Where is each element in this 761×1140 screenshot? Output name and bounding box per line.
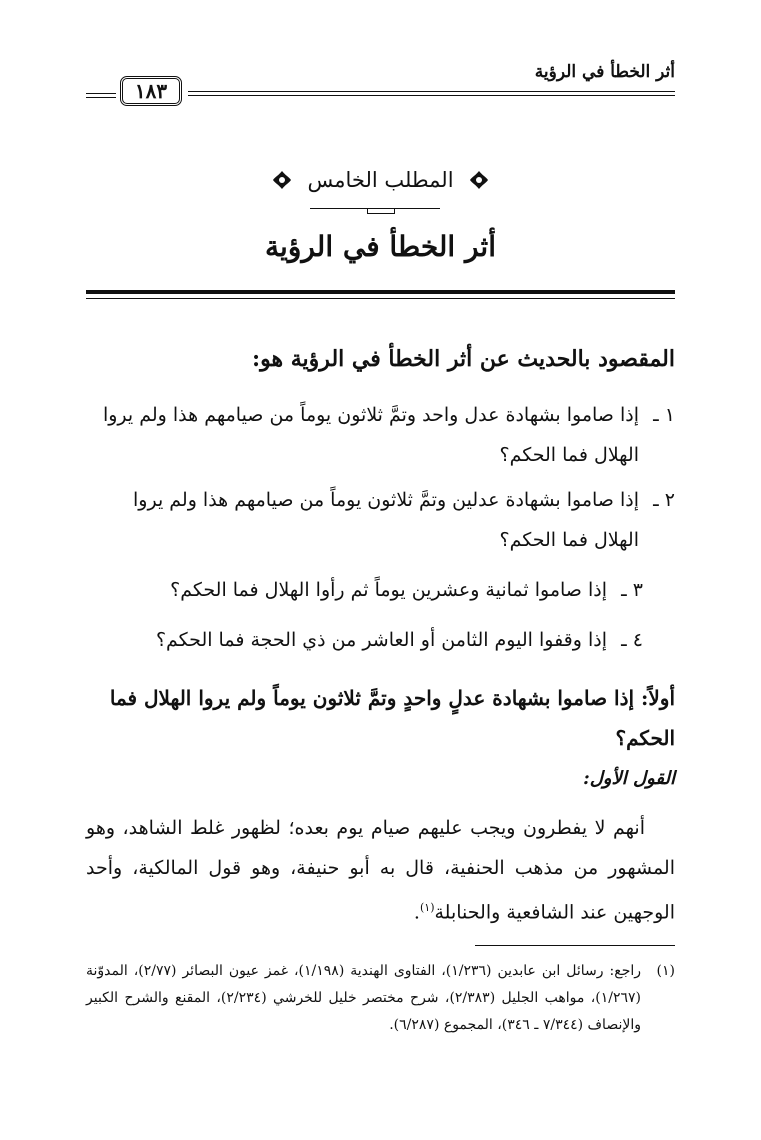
ornament-right-icon bbox=[468, 169, 490, 191]
title-rule-thin bbox=[86, 298, 675, 299]
subtitle-divider-knot bbox=[367, 208, 395, 214]
footnote-divider bbox=[475, 945, 675, 946]
question-heading: أولاً: إذا صاموا بشهادة عدلٍ واحدٍ وتمَّ ثلاثون يوماً ولم يروا الهلال فما الحكم؟ bbox=[109, 686, 675, 750]
list-item-text: إذا صاموا بشهادة عدل واحد وتمَّ ثلاثون يوماً من صيامهم هذا ولم يروا الهلال فما الحكم؟ bbox=[102, 404, 639, 466]
footnote-number: (١) bbox=[656, 963, 675, 979]
ornament-left-icon bbox=[271, 169, 293, 191]
list-item-number: ٤ ـ bbox=[621, 629, 643, 651]
section-subtitle-row bbox=[0, 168, 761, 192]
footnote-ref[interactable]: (١) bbox=[419, 901, 435, 914]
list-item-number: ٣ ـ bbox=[621, 579, 643, 601]
list-item bbox=[86, 395, 675, 475]
body-paragraph bbox=[86, 808, 675, 932]
list-item-text: إذا وقفوا اليوم الثامن أو العاشر من ذي الحجة فما الحكم؟ bbox=[155, 629, 607, 651]
section-subtitle: المطلب الخامس bbox=[307, 168, 454, 192]
list-item-number: ٢ ـ bbox=[653, 489, 675, 511]
list-item bbox=[86, 620, 643, 660]
paragraph-text: أنهم لا يفطرون ويجب عليهم صيام يوم بعده؛ لظهور غلط الشاهد، وهو المشهور من مذهب الحنفية، قال به أبو حنيفة، وهو قول المالكية، وأحد الوجهين عند الشافعية والحنابلة bbox=[86, 817, 675, 924]
list-item bbox=[86, 570, 643, 610]
running-title: أثر الخطأ في الرؤية bbox=[534, 62, 675, 82]
footnote bbox=[86, 958, 675, 1039]
section-title: أثر الخطأ في الرؤية bbox=[265, 230, 496, 263]
header-rule-short bbox=[86, 93, 116, 98]
footnote-text: راجع: رسائل ابن عابدين (١/٢٣٦)، الفتاوى الهندية (١/١٩٨)، غمز عيون البصائر (٢/٧٧)، المدوّنة (١/٢٦٧)، مواهب الجليل (٢/٣٨٣)، شرح مختصر خليل للخرشي (٢/٢٣٤)، المقنع والشرح الكبير والإنصاف (٧/٣٤٤ ـ ٣٤٦)، المجموع (٦/٢٨٧). bbox=[86, 963, 641, 1033]
paragraph-end: . bbox=[413, 901, 420, 924]
lead-sentence: المقصود بالحديث عن أثر الخطأ في الرؤية هو: bbox=[252, 346, 675, 372]
title-rule-thick bbox=[86, 290, 675, 294]
opinion-label: القول الأول: bbox=[583, 768, 675, 789]
list-item-number: ١ ـ bbox=[653, 404, 675, 426]
list-item bbox=[86, 480, 675, 560]
header-rule bbox=[188, 91, 675, 96]
page-number: ١٨٣ bbox=[120, 76, 182, 106]
list-item-text: إذا صاموا ثمانية وعشرين يوماً ثم رأوا الهلال فما الحكم؟ bbox=[170, 579, 607, 601]
list-item-text: إذا صاموا بشهادة عدلين وتمَّ ثلاثون يوماً من صيامهم هذا ولم يروا الهلال فما الحكم؟ bbox=[133, 489, 639, 551]
